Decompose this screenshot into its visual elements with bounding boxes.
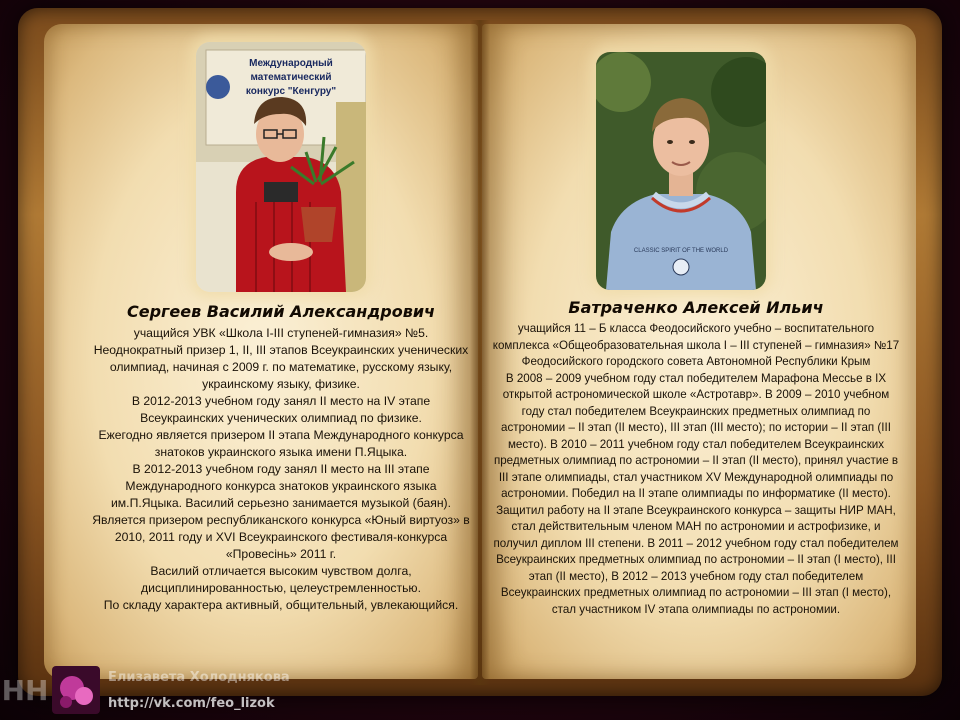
poster-line-2: математический [250,72,332,83]
watermark-author: Елизавета Холоднякова [108,670,290,685]
student-name-batrachenko: Батраченко Алексей Ильич [568,298,824,317]
shirt-emblem-icon [673,259,689,275]
bio-sergeev-paragraph-1: учащийся УВК «Школа I-III ступеней-гимназия» №5. Неоднократный призер 1, II, III этапов Всеукраинских ученических олимпиад, начиная с 2009 г. по математике, русскому языку, украинскому языку, физике. [93,326,469,391]
watermark-url[interactable]: http://vk.com/feo_lizok [108,696,275,711]
shirt-print-text: CLASSIC SPIRIT OF THE WORLD [633,248,729,254]
poster-line-1: Международный [249,58,333,69]
bio-batrachenko [490,298,902,618]
bio-sergeev-paragraph-2: В 2012-2013 учебном году занял II место на IV этапе Всеукраинских ученических олимпиад по физике. [131,394,431,425]
kangaroo-logo-icon [206,75,230,99]
student-photo-batrachenko [596,52,766,290]
watermark-logo-letters: НН [2,674,48,707]
photo-sergeev-illustration [196,42,366,292]
poster-line-3: конкурс "Кенгуру" [245,86,337,97]
student-photo-sergeev [196,42,366,292]
watermark-avatar [52,666,100,714]
bio-batrachenko-paragraph-2: В 2008 – 2009 учебном году стал победителем Марафона Мессье в IX открытой астрономической школе «Астротавр». В 2009 – 2010 учебном году стал победителем Всеукраинских предметных олимпиад по астрономии – II этап (II место), III этап (III место); по истории – II этап (III место). В 2010 – 2011 учебном году стал победителем Всеукраинских предметных олимпиад по астрономии – II этап (II место), принял участие в III этапе олимпиады, стал участником XV Международной олимпиады по астрономии. Победил на II этапе олимпиады по информатике (II место). Защитил работу на II этапе Всеукраинского конкурса – защиты НИР МАН, стал действительным членом МАН по астрономии и астрофизике, и получил диплом III степени. В 2011 – 2012 учебном году стал победителем Всеукраинских предметных олимпиад по астрономии – II этап (I место), III этап (II место), В 2012 – 2013 учебном году стал победителем Всеукраинских предметных олимпиад по астрономии – III этап (I место), стал участником IV этапа олимпиады по астрономии. [493,371,899,616]
bio-sergeev-paragraph-4: В 2012-2013 учебном году занял II место на III этапе Международного конкурса знатоков украинского языка им.П.Яцыка. Василий серьезно занимается музыкой (баян). Является призером республиканского конкурса «Юный виртуоз» в 2010, 2011 году и XVI Всеукраинского фестиваля-конкурса «Провесінь» 2011 г. [92,462,470,561]
bio-sergeev-paragraph-5: Василий отличается высоким чувством долга, дисциплинированностью, целеустремленностью. [141,564,421,595]
book-spine [470,20,490,685]
bio-sergeev-paragraph-3: Ежегодно является призером II этапа Международного конкурса знатоков украинского языка имени П.Яцыка. [98,428,464,459]
photo-batrachenko-illustration [596,52,766,290]
bio-batrachenko-paragraph-1: учащийся 11 – Б класса Феодосийского учебно – воспитательного комплекса «Общеобразовательная школа I – III ступеней – гимназия» №17 Феодосийского городского совета Автономной Республики Крым [492,322,900,368]
student-name-sergeev: Сергеев Василий Александрович [126,302,436,321]
bio-sergeev [92,302,470,614]
watermark-logo-icon [2,666,48,720]
bio-sergeev-paragraph-6: По складу характера активный, общительный, увлекающийся. [103,598,459,612]
flower-pot-icon [301,207,336,242]
